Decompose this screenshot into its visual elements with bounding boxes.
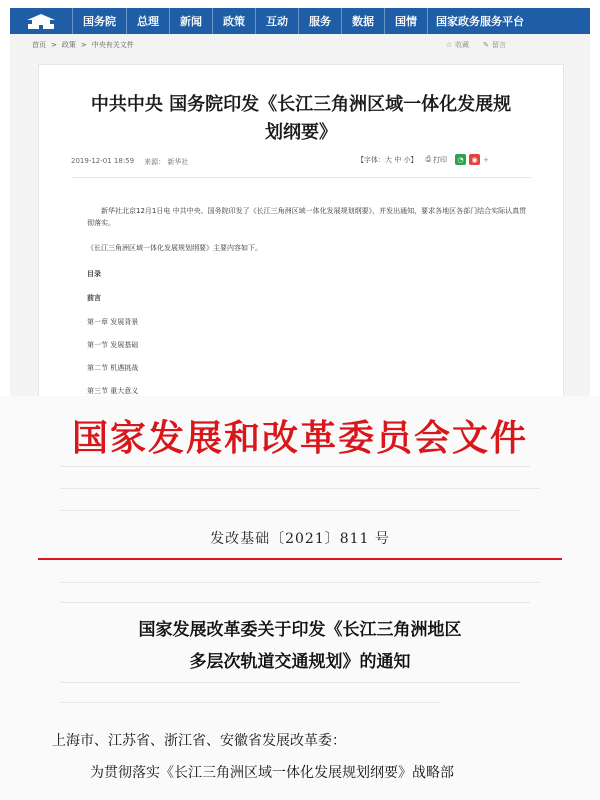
bleed-through-line xyxy=(60,510,520,511)
article-meta xyxy=(71,157,188,167)
comment-icon: ✎ xyxy=(483,41,489,49)
article-title-line-2: 划纲要》 xyxy=(265,122,337,143)
section-2: 第二节 机遇挑战 xyxy=(87,364,139,372)
document-title-line-2: 多层次轨道交通规划》的通知 xyxy=(189,652,411,672)
print-button[interactable] xyxy=(425,155,447,165)
nav-item-premier[interactable]: 总理 xyxy=(126,8,169,34)
bleed-through-line xyxy=(60,702,440,703)
document-title xyxy=(0,614,600,678)
nav-item-national-info[interactable]: 国情 xyxy=(384,8,427,34)
article-body xyxy=(87,205,527,395)
breadcrumb-bar xyxy=(10,34,590,57)
article-paragraph-2: 《长江三角洲区域一体化发展规划纲要》主要内容如下。 xyxy=(87,244,262,252)
article-title xyxy=(39,91,563,147)
breadcrumb-current[interactable]: 中央有关文件 xyxy=(91,41,134,49)
chapter-1: 第一章 发展背景 xyxy=(87,318,139,326)
nav-item-services[interactable]: 服务 xyxy=(298,8,341,34)
document-title-line-1: 国家发展改革委关于印发《长江三角洲地区 xyxy=(138,620,462,640)
nav-item-policy[interactable]: 政策 xyxy=(212,8,255,34)
breadcrumb-policy[interactable]: 政策 xyxy=(61,41,76,49)
toc-heading: 目录 xyxy=(87,270,101,278)
document-recipients: 上海市、江苏省、浙江省、安徽省发展改革委： xyxy=(52,733,346,749)
red-divider xyxy=(38,558,562,560)
section-1: 第一节 发展基础 xyxy=(87,341,139,349)
official-document xyxy=(0,396,600,800)
gov-logo[interactable] xyxy=(10,8,72,34)
article-paragraph-1: 新华社北京12月1日电 中共中央、国务院印发了《长江三角洲区域一体化发展规划纲要》，并发出通知，要求各地区各部门结合实际认真贯彻落实。 xyxy=(87,207,527,227)
section-3: 第三节 重大意义 xyxy=(87,387,139,395)
document-red-header: 国家发展和改革委员会文件 xyxy=(71,417,528,459)
bleed-through-line xyxy=(60,466,530,467)
breadcrumb-separator: > xyxy=(51,41,57,49)
print-label: 打印 xyxy=(433,155,448,164)
message-label: 留言 xyxy=(492,41,506,49)
nav-item-state-council[interactable]: 国务院 xyxy=(72,8,126,34)
top-nav-bar xyxy=(10,8,590,34)
font-size-control[interactable]: 【字体：大 中 小】 xyxy=(357,155,418,164)
bleed-through-line xyxy=(60,582,540,583)
document-lead-sentence: 为贯彻落实《长江三角洲区域一体化发展规划纲要》战略部 xyxy=(90,765,454,781)
article-card xyxy=(38,64,564,398)
article-tools xyxy=(357,154,489,165)
printer-icon: ⎙ xyxy=(425,155,432,163)
page-tools xyxy=(446,40,590,50)
preface-heading: 前言 xyxy=(87,294,101,302)
breadcrumb-home[interactable]: 首页 xyxy=(32,41,46,49)
collect-button[interactable] xyxy=(446,40,469,50)
message-button[interactable] xyxy=(483,40,506,50)
star-icon: ☆ xyxy=(445,41,453,49)
nav-item-news[interactable]: 新闻 xyxy=(169,8,212,34)
article-title-line-1: 中共中央 国务院印发《长江三角洲区域一体化发展规 xyxy=(90,94,512,115)
wechat-share-icon[interactable]: ◔ xyxy=(455,154,466,165)
nav-item-interaction[interactable]: 互动 xyxy=(255,8,298,34)
more-share-icon[interactable]: + xyxy=(483,155,489,164)
divider xyxy=(71,177,531,178)
nav-item-data[interactable]: 数据 xyxy=(341,8,384,34)
collect-label: 收藏 xyxy=(455,41,470,49)
publish-date: 2019-12-01 18:59 xyxy=(71,157,135,165)
bleed-through-line xyxy=(60,488,540,489)
breadcrumb xyxy=(10,40,134,50)
share-group xyxy=(455,154,489,165)
bleed-through-line xyxy=(60,682,520,683)
nav-item-service-platform[interactable]: 国家政务服务平台 xyxy=(427,8,532,34)
article-source: 来源： 新华社 xyxy=(144,158,189,166)
document-number: 发改基础〔2021〕811 号 xyxy=(210,531,390,547)
bleed-through-line xyxy=(60,602,530,603)
tiananmen-logo-icon xyxy=(24,12,58,30)
breadcrumb-separator: > xyxy=(80,41,87,49)
weibo-share-icon[interactable]: ◉ xyxy=(469,154,480,165)
